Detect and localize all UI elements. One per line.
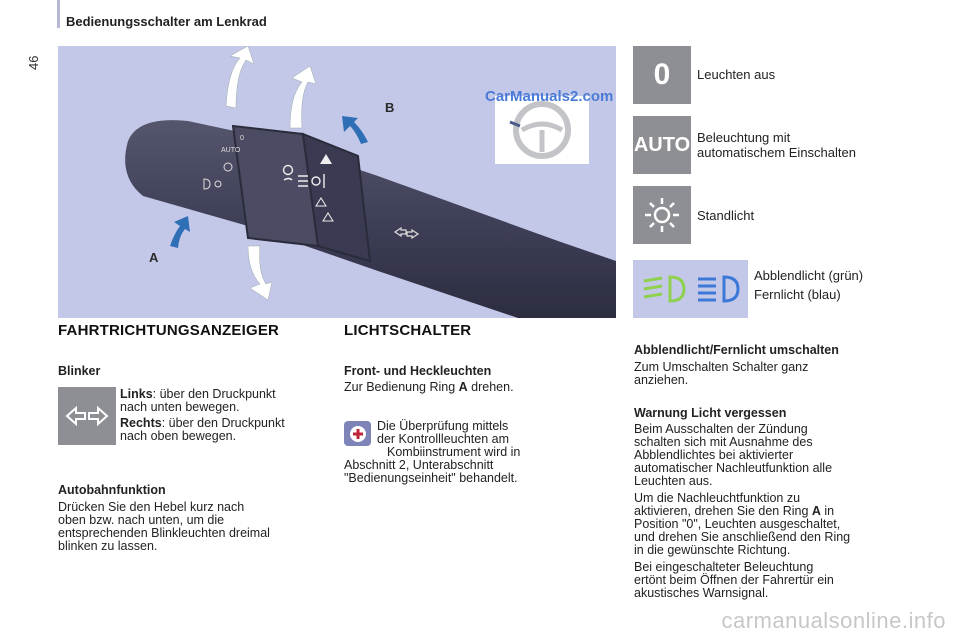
low-beam-icon [644,277,684,301]
activate-line-2: Position "0", Leuchten ausgeschaltet, [634,517,841,531]
legend-lights-off-text: Leuchten aus [697,67,776,82]
parking-light-icon [642,195,682,235]
switch-title: Abblendlicht/Fernlicht umschalten [634,343,839,357]
plus-circle-icon [349,425,367,443]
warn-line-2: Abblendlichtes bei aktivierter [634,448,794,462]
carmanuals2-watermark: CarManuals2.com [485,88,614,105]
ring-a-arrow-icon [170,216,190,248]
footer-watermark: carmanualsonline.info [721,608,946,633]
activate-line-3: und drehen Sie anschließend den Ring [634,530,851,544]
note-line-3: Abschnitt 2, Unterabschnitt [344,458,494,472]
note-line-0: Die Überprüfung mittels [377,419,509,433]
high-beam-icon [698,277,738,301]
turn-ring-post: drehen. [467,380,514,394]
ring-zero-label: 0 [240,135,244,142]
indicator-arrows-icon [63,401,111,431]
right-label: Rechts [120,416,162,430]
warn-line-3: automatischer Nachleutfunktion alle [634,461,833,475]
tile-indicator [58,387,116,445]
note-plus-icon [344,421,371,446]
activate-post: in [820,504,835,518]
note-line-4: "Bedienungseinheit" behandelt. [344,471,518,485]
stalk-illustration-svg [58,46,616,318]
stalk-illustration [58,46,616,318]
lights-title: LICHTSCHALTER [344,322,472,339]
right-line2: nach oben bewegen. [120,429,237,443]
header-bar [57,0,60,28]
blinker-title: Blinker [58,364,101,378]
steering-wheel-inset [495,96,589,164]
activate-pre: aktivieren, drehen Sie den Ring [634,504,812,518]
legend-high-beam-text: Fernlicht (blau) [754,287,841,302]
right-text1: : über den Druckpunkt [161,416,285,430]
note-line-1: der Kontrollleuchten am [377,432,510,446]
motorway-line-3: blinken zu lassen. [58,539,158,553]
lever-down-arrow-icon [248,246,272,300]
activate-line-4: in die gewünschte Richtung. [634,543,791,557]
indicators-title: FAHRTRICHTUNGSANZEIGER [58,322,280,339]
switch-line-0: Zum Umschalten Schalter ganz [634,360,809,374]
motorway-line-1: oben bzw. nach unten, um die [58,513,225,527]
beep-line-1: ertönt beim Öffnen der Fahrertür ein [634,573,834,587]
tile-parking [633,186,691,244]
ring-auto-label: AUTO [221,147,241,154]
auto-position-icon: AUTO [633,133,691,156]
page-header-title: Bedienungsschalter am Lenkrad [66,14,267,29]
warn-line-1: schalten sich mit Ausnahme des [634,435,813,449]
motorway-title: Autobahnfunktion [58,483,166,497]
ring-a-label: A [149,250,159,265]
motorway-line-0: Drücken Sie den Hebel kurz nach [58,500,245,514]
beams-icon-group [636,269,746,309]
motorway-line-2: entsprechenden Blinkleuchten dreimal [58,526,270,540]
front-rear-title: Front- und Heckleuchten [344,364,492,378]
left-text1: : über den Druckpunkt [152,387,276,401]
legend-low-beam-text: Abblendlicht (grün) [754,268,864,283]
turn-ring-bold: A [458,380,468,394]
ring-b-label: B [385,100,395,115]
lever-up-arrow-icon [290,66,316,128]
switch-line-1: anziehen. [634,373,689,387]
beep-line-2: akustisches Warnsignal. [634,586,769,600]
left-label: Links [120,387,153,401]
beep-line-0: Bei eingeschalteter Beleuchtung [634,560,814,574]
activate-bold: A [811,504,821,518]
ring-rotate-up-arrow-icon [226,46,254,108]
tile-auto [633,116,691,174]
activate-line-0: Um die Nachleuchtfunktion zu [634,491,801,505]
warn-title: Warnung Licht vergessen [634,406,787,420]
ring-b-arrow-icon [342,116,368,144]
tile-beams [633,260,748,318]
turn-ring-line [344,381,514,395]
note-line-2: Kombiinstrument wird in [387,445,521,459]
legend-parking-text: Standlicht [697,208,755,223]
left-line2: nach unten bewegen. [120,400,240,414]
zero-position-icon: 0 [653,58,671,91]
legend-auto-line1: Beleuchtung mit [697,130,791,145]
page-number: 46 [26,55,41,70]
legend-auto-line2: automatischem Einschalten [697,145,856,160]
warn-line-0: Beim Ausschalten der Zündung [634,422,808,436]
tile-lights-off [633,46,691,104]
turn-ring-pre: Zur Bedienung Ring [344,380,459,394]
warn-line-4: Leuchten aus. [634,474,713,488]
